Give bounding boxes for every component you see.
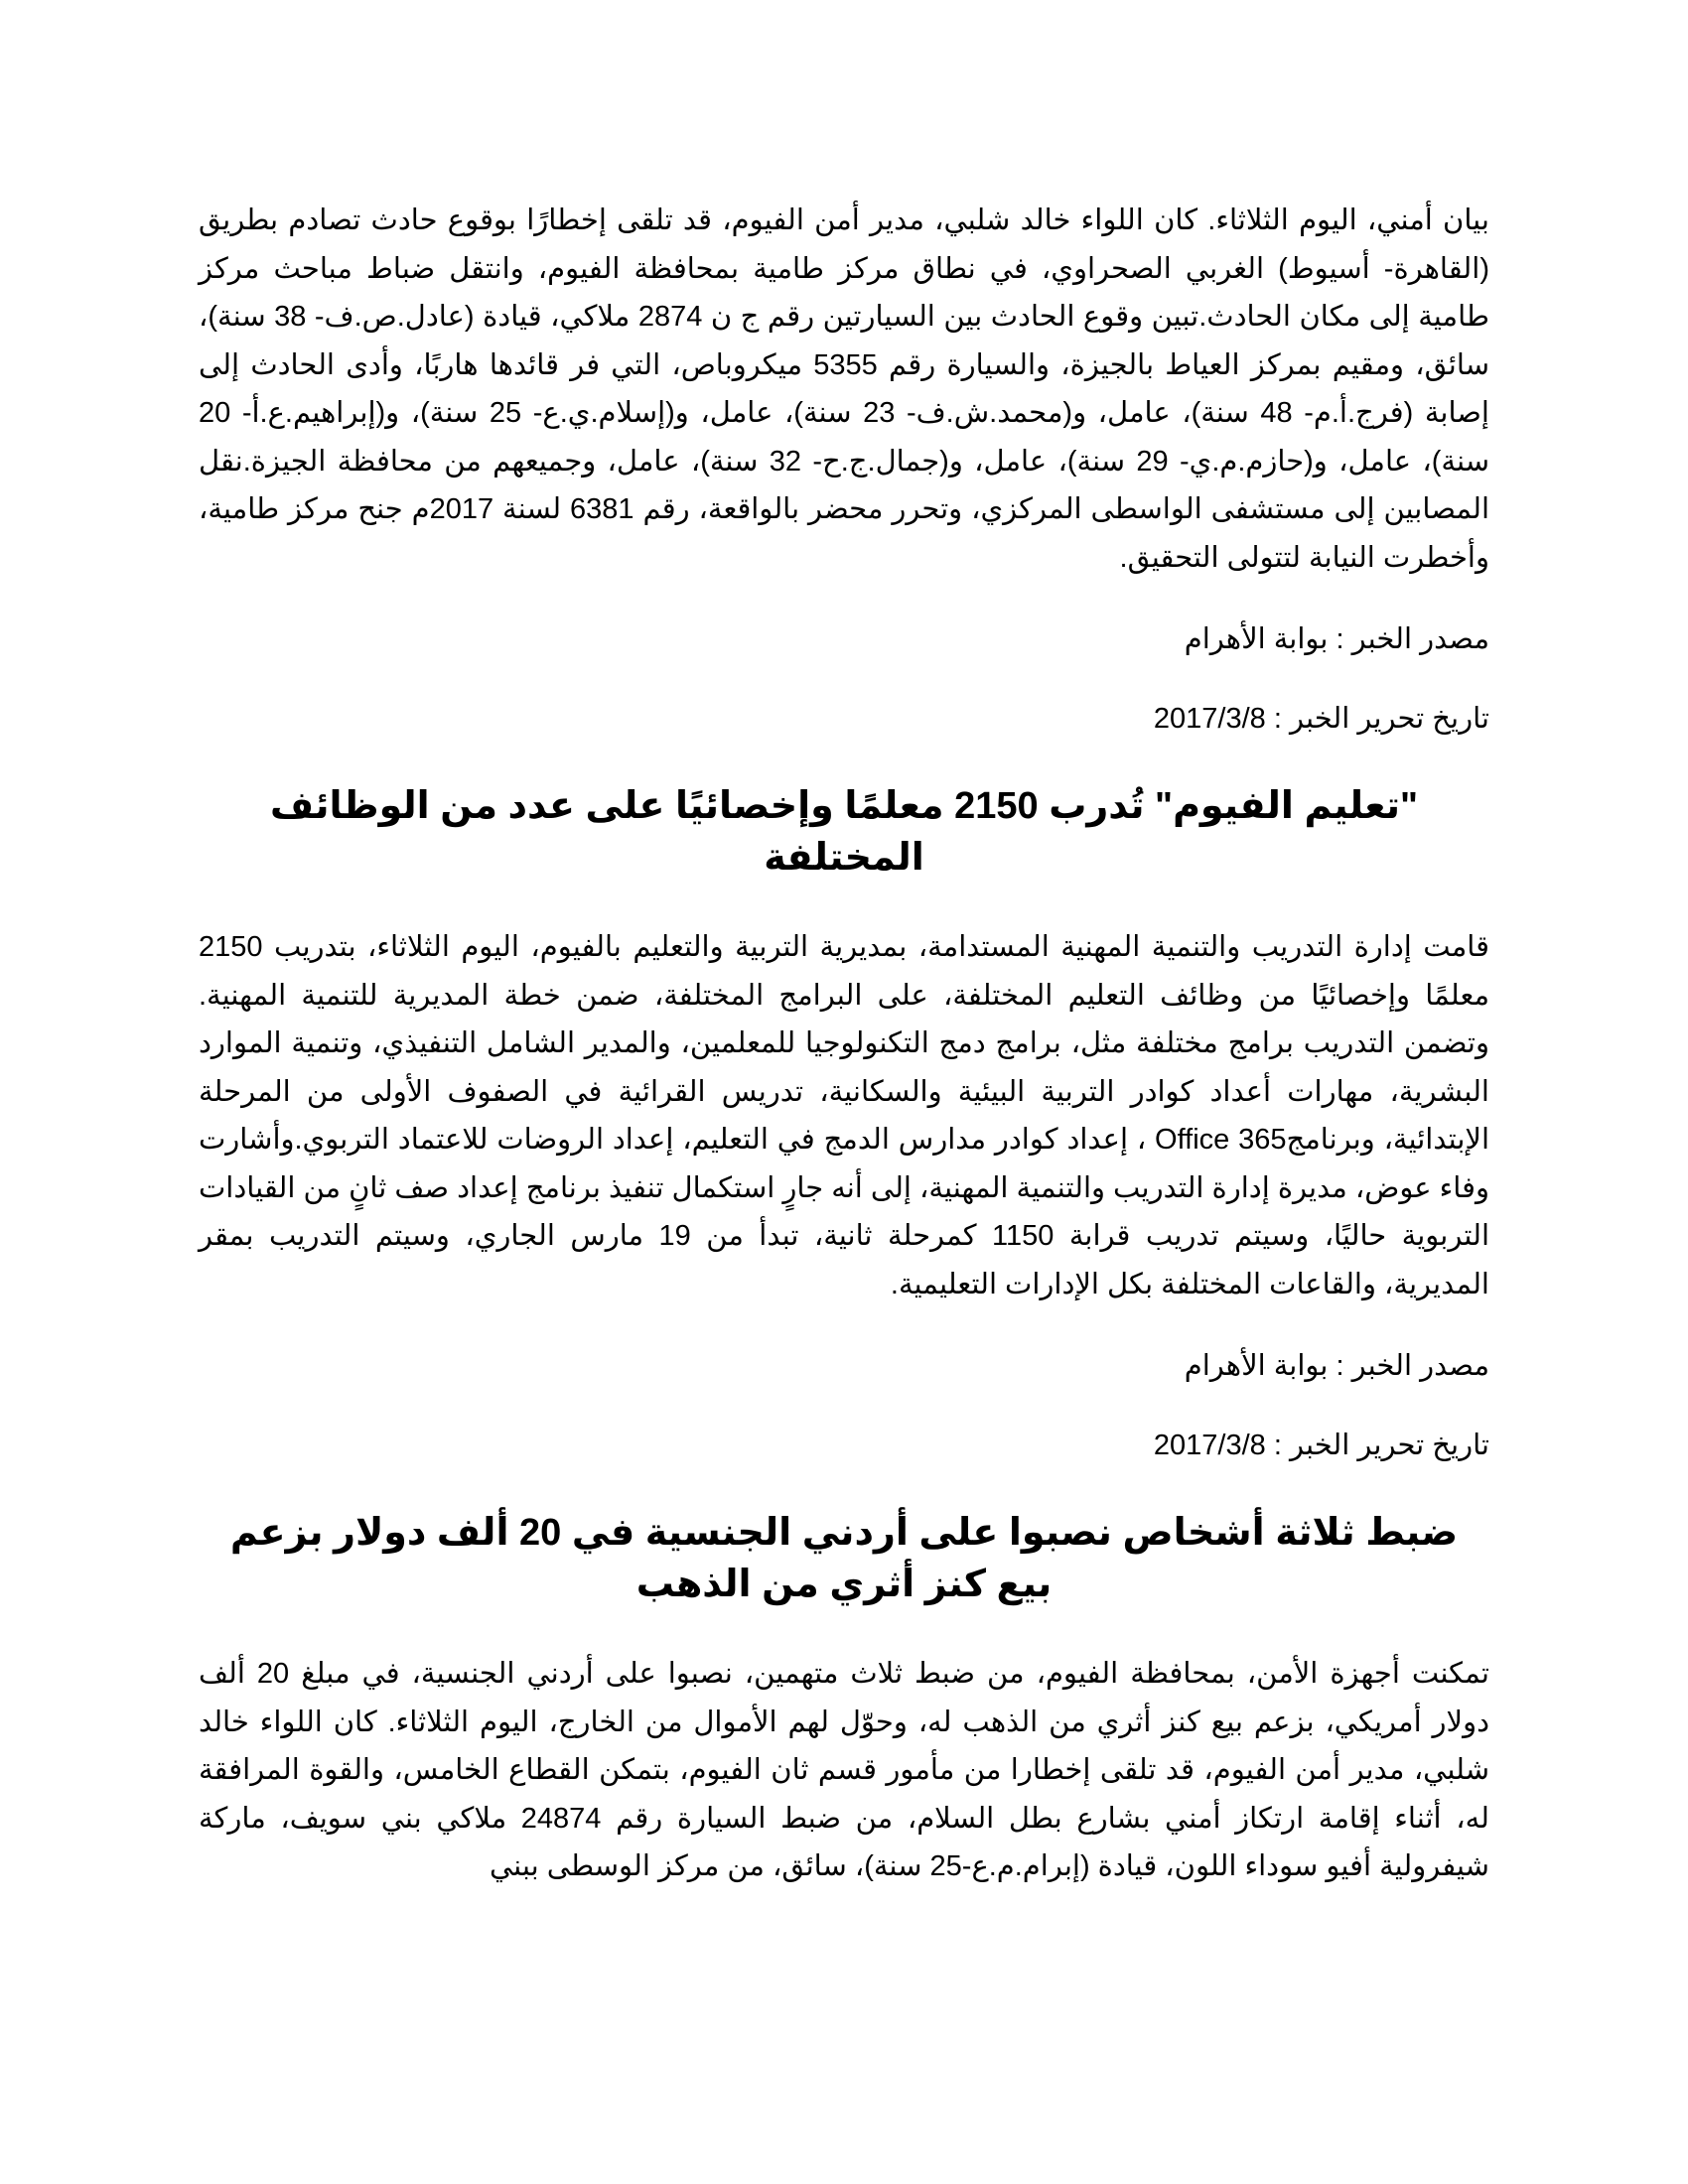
article-source: مصدر الخبر : بوابة الأهرام <box>1184 1350 1489 1382</box>
article-source: مصدر الخبر : بوابة الأهرام <box>1184 623 1489 655</box>
document-page <box>199 197 1489 1891</box>
article-headline: ضبط ثلاثة أشخاص نصبوا على أردني الجنسية في 20 ألف دولار بزعم بيع كنز أثري من الذهب <box>229 1512 1459 1605</box>
article-body: بيان أمني، اليوم الثلاثاء. كان اللواء خالد شلبي، مدير أمن الفيوم، قد تلقى إخطارًا بوقوع حادث تصادم بطريق (القاهرة- أسيوط) الغربي الصحراوي، في نطاق مركز طامية بمحافظة الفيوم، وانتقل ضباط مباحث مركز طامية إلى مكان الحادث.تبين وقوع الحادث بين السيارتين رقم ج ن 2874 ملاكي، قيادة (عادل.ص.ف- 38 سنة)، سائق، ومقيم بمركز العياط بالجيزة، والسيارة رقم 5355 ميكروباص، التي فر قائدها هاربًا، وأدى الحادث إلى إصابة (فرج.أ.م- 48 سنة)، عامل، و(محمد.ش.ف- 23 سنة)، عامل، و(إسلام.ي.ع- 25 سنة)، و(إبراهيم.ع.أ- 20 سنة)، عامل، و(حازم.م.ي- 29 سنة)، عامل، و(جمال.ج.ح- 32 سنة)، عامل، وجميعهم من محافظة الجيزة.نقل المصابين إلى مستشفى الواسطى المركزي، وتحرر محضر بالواقعة، رقم 6381 لسنة 2017م جنح مركز طامية، وأخطرت النيابة لتتولى التحقيق. <box>199 205 1490 574</box>
article-headline: "تعليم الفيوم" تُدرب 2150 معلمًا وإخصائيًا على عدد من الوظائف المختلفة <box>269 785 1419 879</box>
article-body: قامت إدارة التدريب والتنمية المهنية المستدامة، بمديرية التربية والتعليم بالفيوم، اليوم الثلاثاء، بتدريب 2150 معلمًا وإخصائيًا من وظائف التعليم المختلفة، على البرامج المختلفة، ضمن خطة المديرية للتنمية المهنية. وتضمن التدريب برامج مختلفة مثل، برامج دمج التكنولوجيا للمعلمين، والمدير الشامل التنفيذي، وتنمية الموارد البشرية، مهارات أعداد كوادر التربية البيئية والسكانية، تدريس القرائية في الصفوف الأولى من المرحلة الإبتدائية، وبرنامجOffice 365 ، إعداد كوادر مدارس الدمج في التعليم، إعداد الروضات للاعتماد التربوي.وأشارت وفاء عوض، مديرة إدارة التدريب والتنمية المهنية، إلى أنه جارٍ استكمال تنفيذ برنامج إعداد صف ثانٍ من القيادات التربوية حاليًا، وسيتم تدريب قرابة 1150 كمرحلة ثانية، تبدأ من 19 مارس الجاري، وسيتم التدريب بمقر المديرية، والقاعات المختلفة بكل الإدارات التعليمية. <box>198 931 1490 1300</box>
article-body: تمكنت أجهزة الأمن، بمحافظة الفيوم، من ضبط ثلاث متهمين، نصبوا على أردني الجنسية، في مبلغ 20 ألف دولار أمريكي، بزعم بيع كنز أثري من الذهب له، وحوّل لهم الأموال من الخارج، اليوم الثلاثاء. كان اللواء خالد شلبي، مدير أمن الفيوم، قد تلقى إخطارا من مأمور قسم ثان الفيوم، بتمكن القطاع الخامس، والقوة المرافقة له، أثناء إقامة ارتكاز أمني بشارع بطل السلام، من ضبط السيارة رقم 24874 ملاكي بني سويف، ماركة شيفرولية أفيو سوداء اللون، قيادة (إبرام.م.ع-25 سنة)، سائق، من مركز الوسطى ببني <box>199 1658 1489 1882</box>
article-date: تاريخ تحرير الخبر : 2017/3/8 <box>1153 1430 1489 1461</box>
article-date: تاريخ تحرير الخبر : 2017/3/8 <box>1153 703 1489 735</box>
